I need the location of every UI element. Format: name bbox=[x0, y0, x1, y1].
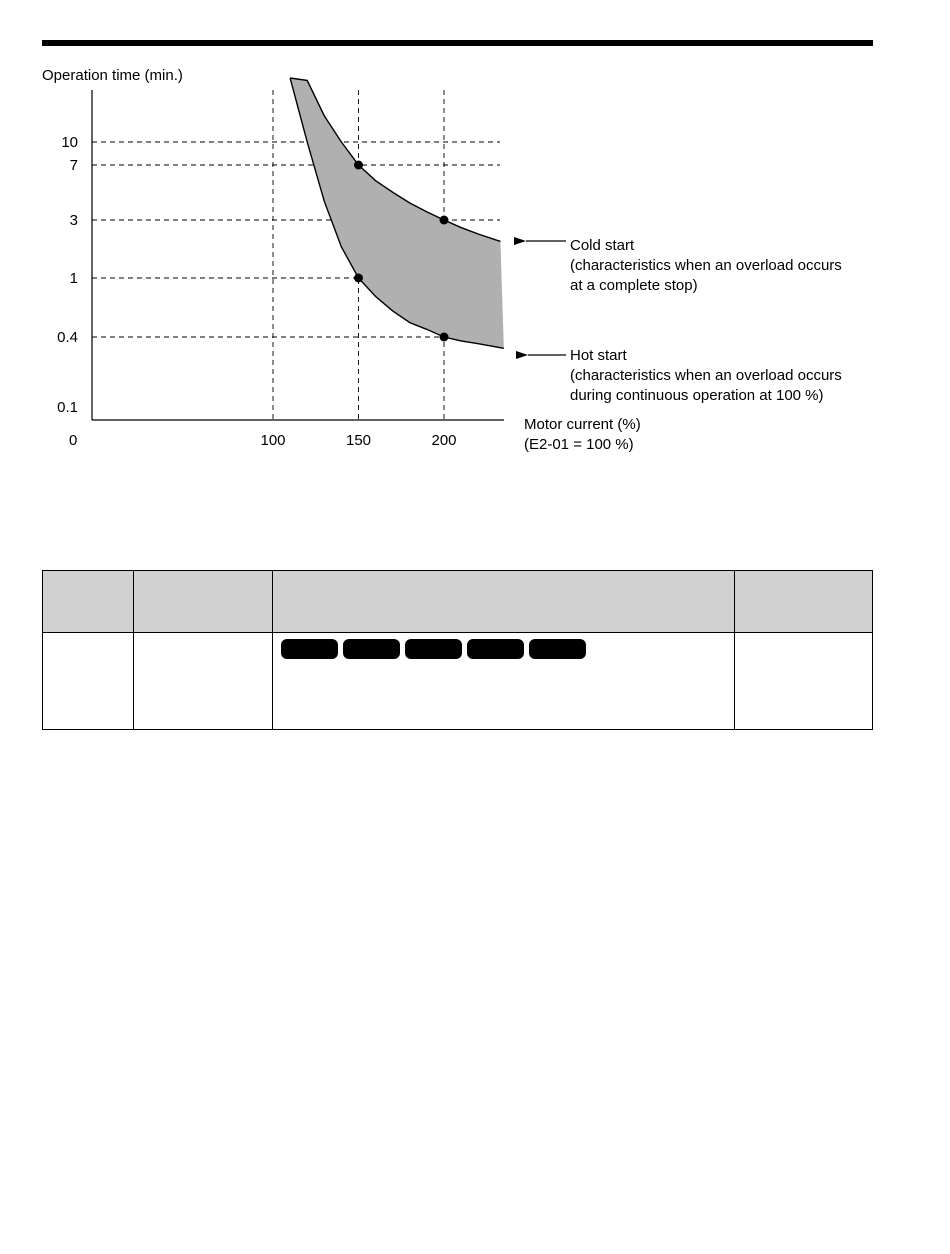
hot-start-label: Hot start bbox=[570, 347, 627, 364]
y-axis-label: Operation time (min.) bbox=[42, 67, 183, 84]
table-cell bbox=[134, 633, 273, 730]
origin-label: 0 bbox=[69, 432, 78, 449]
y-tick-label: 7 bbox=[69, 157, 78, 174]
x-tick-label: 150 bbox=[345, 432, 372, 449]
x-axis-label: Motor current (%) bbox=[524, 416, 641, 433]
key-badge bbox=[467, 639, 524, 659]
y-tick-label: 0.1 bbox=[57, 399, 78, 416]
x-tick-label: 200 bbox=[431, 432, 457, 449]
table-cell bbox=[273, 633, 735, 730]
table-row bbox=[43, 633, 873, 730]
key-badge-row bbox=[273, 633, 734, 659]
key-badge bbox=[405, 639, 462, 659]
parameter-table bbox=[42, 570, 873, 730]
y-tick-label: 1 bbox=[69, 270, 78, 287]
y-tick-label: 3 bbox=[69, 212, 78, 229]
key-badge bbox=[529, 639, 586, 659]
data-point-marker bbox=[440, 333, 449, 342]
table-header-cell bbox=[134, 571, 273, 633]
operation-band bbox=[290, 78, 504, 348]
hot-start-note: (characteristics when an overload occurs during continuous operation at 100 %) bbox=[570, 367, 842, 404]
data-point-marker bbox=[354, 274, 363, 283]
cold-start-note: (characteristics when an overload occurs at a complete stop) bbox=[570, 257, 842, 294]
y-tick-label: 10 bbox=[61, 134, 78, 151]
y-tick-label: 0.4 bbox=[57, 329, 78, 346]
key-badge bbox=[281, 639, 338, 659]
data-point-marker bbox=[440, 216, 449, 225]
cold-start-label: Cold start bbox=[570, 237, 635, 254]
table-cell bbox=[43, 633, 134, 730]
data-point-marker bbox=[354, 161, 363, 170]
table-header-row bbox=[43, 571, 873, 633]
table-header-cell bbox=[43, 571, 134, 633]
x-tick-label: 100 bbox=[260, 432, 286, 449]
table-cell bbox=[735, 633, 873, 730]
key-badge bbox=[343, 639, 400, 659]
x-axis-note: (E2-01 = 100 %) bbox=[524, 436, 634, 453]
table-header-cell bbox=[735, 571, 873, 633]
table-header-cell bbox=[273, 571, 735, 633]
overload-chart bbox=[0, 0, 950, 480]
